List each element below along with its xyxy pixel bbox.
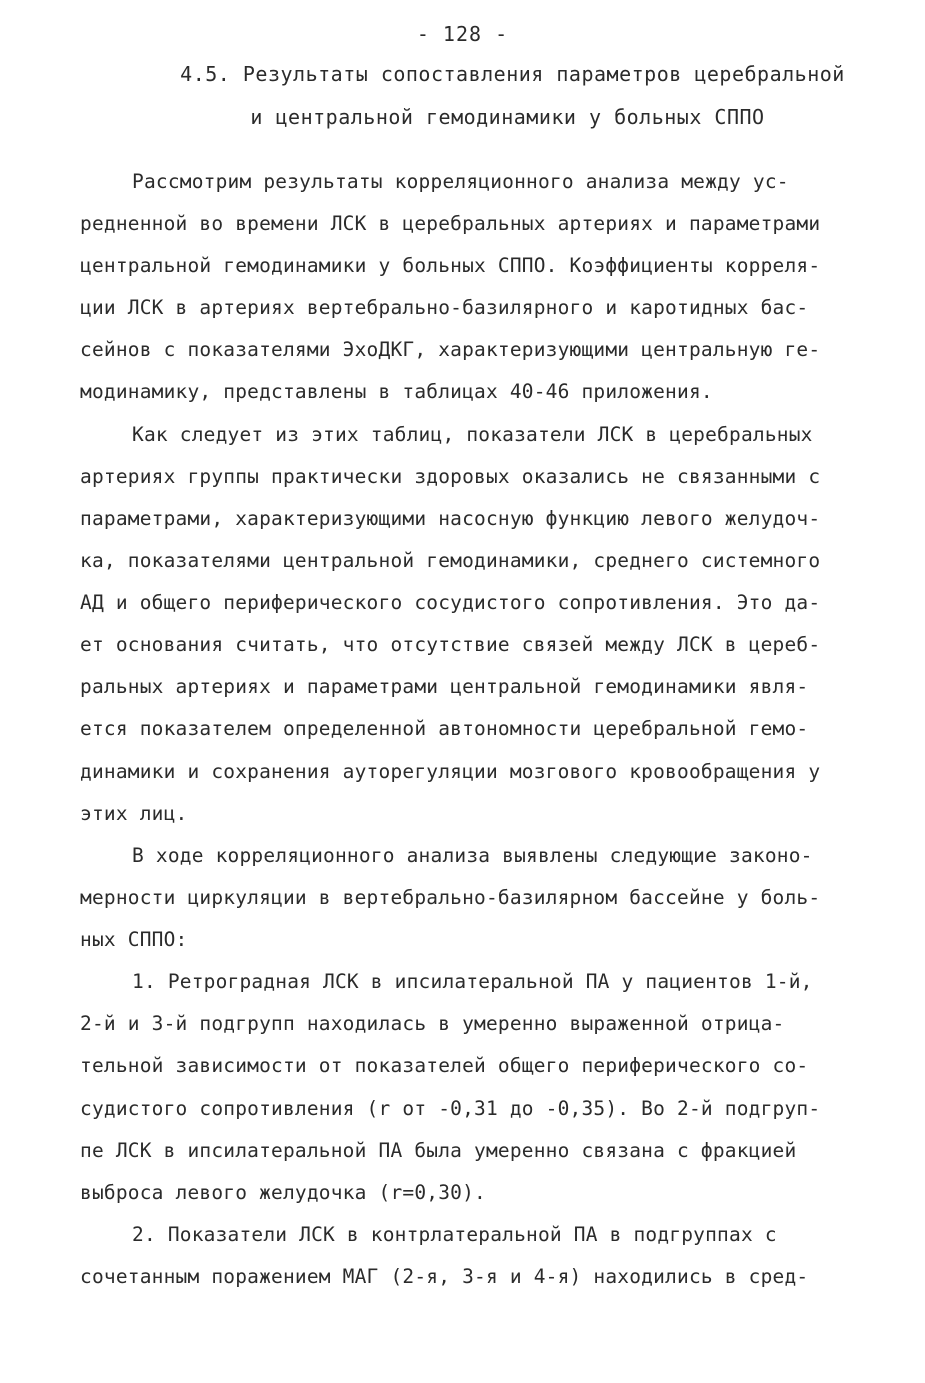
text-line: пе ЛСК в ипсилатеральной ПА была умеренно связана с фракцией: [80, 1139, 797, 1162]
text-line: 2. Показатели ЛСК в контрлатеральной ПА в подгруппах с: [132, 1223, 777, 1246]
text-line: судистого сопротивления (r от -0,31 до -0,35). Во 2-й подгруп-: [80, 1097, 821, 1120]
section-heading-line-2: и центральной гемодинамики у больных СППО: [250, 105, 765, 129]
section-heading-line-1: 4.5. Результаты сопоставления параметров церебральной: [180, 62, 845, 86]
text-line: выброса левого желудочка (r=0,30).: [80, 1181, 486, 1204]
text-line: ка, показателями центральной гемодинамики, среднего системного: [80, 549, 821, 572]
text-line: сочетанным поражением МАГ (2-я, 3-я и 4-я) находились в сред-: [80, 1265, 809, 1288]
text-line: Рассмотрим результаты корреляционного анализа между ус-: [132, 170, 789, 193]
text-line: артериях группы практически здоровых оказались не связанными с: [80, 465, 821, 488]
text-line: центральной гемодинамики у больных СППО. Коэффициенты корреля-: [80, 254, 821, 277]
text-line: ных СППО:: [80, 928, 188, 951]
text-line: редненной во времени ЛСК в церебральных артериях и параметрами: [80, 212, 821, 235]
text-line: ральных артериях и параметрами центральной гемодинамики явля-: [80, 675, 809, 698]
text-line: модинамику, представлены в таблицах 40-46 приложения.: [80, 380, 713, 403]
text-line: 2-й и 3-й подгрупп находилась в умеренно выраженной отрица-: [80, 1012, 785, 1035]
text-line: динамики и сохранения ауторегуляции мозгового кровообращения у: [80, 760, 821, 783]
text-line: тельной зависимости от показателей общего периферического со-: [80, 1054, 809, 1077]
text-line: 1. Ретроградная ЛСК в ипсилатеральной ПА у пациентов 1-й,: [132, 970, 813, 993]
text-line: сейнов с показателями ЭхоДКГ, характеризующими центральную ге-: [80, 338, 821, 361]
text-line: ет основания считать, что отсутствие связей между ЛСК в цереб-: [80, 633, 821, 656]
text-line: АД и общего периферического сосудистого сопротивления. Это да-: [80, 591, 821, 614]
text-line: В ходе корреляционного анализа выявлены следующие законо-: [132, 844, 813, 867]
text-line: ции ЛСК в артериях вертебрально-базилярного и каротидных бас-: [80, 296, 809, 319]
text-line: Как следует из этих таблиц, показатели ЛСК в церебральных: [132, 423, 813, 446]
page-number: - 128 -: [416, 22, 509, 46]
text-line: мерности циркуляции в вертебрально-базилярном бассейне у боль-: [80, 886, 821, 909]
text-line: параметрами, характеризующими насосную функцию левого желудоч-: [80, 507, 821, 530]
text-line: этих лиц.: [80, 802, 188, 825]
text-line: ется показателем определенной автономности церебральной гемо-: [80, 717, 809, 740]
